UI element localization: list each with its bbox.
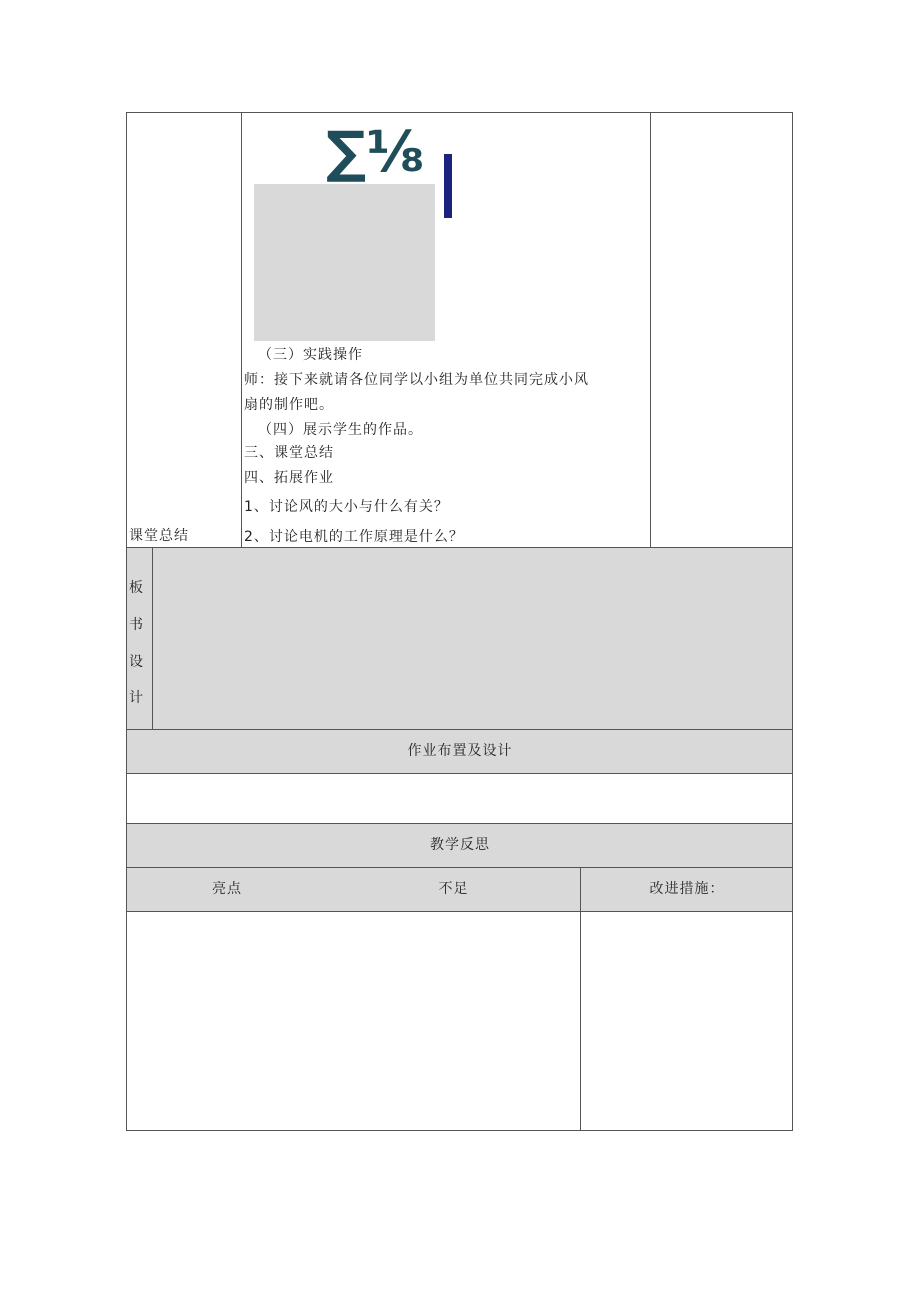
image-placeholder — [254, 184, 435, 341]
table-border-top — [126, 112, 793, 113]
board-label-char-2: 书 — [129, 617, 144, 633]
reflection-header: 教学反思 — [430, 837, 490, 853]
content-line-1: （三）实践操作 — [258, 347, 363, 363]
row-divider-2 — [126, 729, 793, 730]
col-divider-notes — [650, 112, 651, 548]
row-divider-5 — [126, 867, 793, 868]
board-label-char-1: 板 — [129, 580, 144, 596]
row-divider-6 — [126, 911, 793, 912]
table-border-bottom — [126, 1130, 793, 1131]
col-highlights: 亮点 — [212, 881, 242, 897]
col-improvements: 改进措施： — [649, 881, 725, 897]
homework-header: 作业布置及设计 — [407, 743, 513, 759]
content-line-3: 扇的制作吧。 — [244, 397, 334, 413]
table-border-left — [126, 112, 127, 1131]
board-label-divider — [152, 547, 153, 729]
board-label-char-4: 计 — [129, 690, 144, 706]
board-content-shade — [153, 548, 793, 729]
content-line-7: 1、讨论风的大小与什么有关？ — [244, 499, 449, 515]
content-line-8: 2、讨论电机的工作原理是什么？ — [244, 529, 464, 545]
formula-graphic: ∑⅛ — [326, 120, 425, 185]
section-label: 课堂总结 — [129, 528, 189, 544]
board-label-char-3: 设 — [129, 654, 144, 670]
col-divider-label — [241, 112, 242, 548]
vertical-bar — [444, 154, 452, 218]
row-divider-4 — [126, 823, 793, 824]
row-divider-3 — [126, 773, 793, 774]
content-line-5: 三、课堂总结 — [244, 445, 334, 461]
content-line-4: （四）展示学生的作品。 — [258, 422, 423, 438]
table-border-right — [792, 112, 793, 1131]
content-line-2: 师：接下来就请各位同学以小组为单位共同完成小风 — [244, 372, 589, 388]
row-divider-1 — [126, 547, 793, 548]
content-line-6: 四、拓展作业 — [244, 470, 334, 486]
col-shortcomings: 不足 — [438, 881, 469, 897]
reflection-col-divider — [580, 867, 581, 1131]
